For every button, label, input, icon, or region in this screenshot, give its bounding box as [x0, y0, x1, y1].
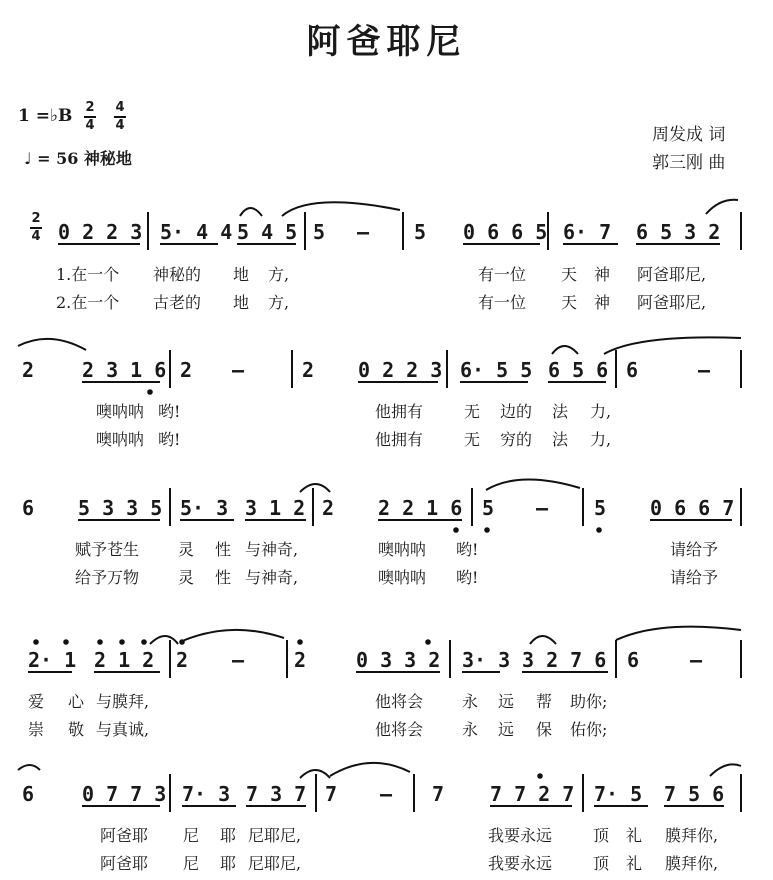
tie — [180, 630, 284, 642]
note-group: – — [536, 496, 549, 520]
lyric: 力, — [590, 430, 612, 449]
lyric: 阿爸耶 — [100, 854, 149, 873]
lyric: 神秘的 — [153, 265, 202, 284]
note-group: 5· 4 4 — [160, 220, 233, 244]
tie — [710, 764, 741, 776]
note-group: 6· 7 — [563, 220, 612, 244]
lyric: 我要永远 — [488, 854, 553, 873]
tie — [282, 202, 400, 216]
note-group: 0 6 6 5 — [463, 220, 548, 244]
lyric: 礼 — [626, 854, 643, 873]
note-group: 0 7 7 3 — [82, 782, 167, 806]
tie — [18, 765, 40, 770]
note-group: 3 2 7 6 — [522, 648, 607, 672]
lyric: 永 — [462, 692, 479, 711]
lyric: 哟! — [158, 402, 181, 421]
lyric: 顶 — [593, 854, 610, 873]
lyric: 有一位 — [478, 265, 527, 284]
note-group: – — [698, 358, 711, 382]
lyric: 尼耶尼, — [248, 826, 302, 845]
lyric: 穷的 — [500, 430, 533, 449]
note-group: 7 7 2 7 — [490, 782, 575, 806]
tie — [486, 479, 580, 490]
inline-time-signature: 2 4 — [31, 211, 41, 244]
octave-dot — [538, 774, 542, 778]
octave-dot — [148, 390, 152, 394]
lyric: 古老的 — [153, 293, 202, 312]
lyric: 请给予 — [670, 568, 719, 587]
tie — [706, 200, 738, 214]
lyric: 顶 — [593, 826, 610, 845]
tie — [616, 627, 741, 640]
lyric: 佑你; — [570, 720, 608, 739]
note-group: 7· 3 — [182, 782, 231, 806]
tie — [240, 208, 262, 216]
lyric: 地 — [233, 293, 250, 312]
tie — [150, 636, 178, 644]
lyric: 无 — [464, 430, 481, 449]
note-group: – — [232, 358, 245, 382]
time-signature-2-4: 2 4 — [85, 100, 95, 133]
note-group: 3 1 2 — [245, 496, 306, 520]
lyric: 尼 — [183, 826, 200, 845]
note-group: – — [357, 220, 370, 244]
lyric: 赋予苍生 — [75, 540, 140, 559]
lyric: 性 — [215, 540, 232, 559]
lyric: 噢呐呐 — [378, 540, 427, 559]
song-title: 阿爸耶尼 — [306, 22, 467, 62]
note-group: 7 — [325, 782, 338, 806]
note-group: 6 — [626, 358, 639, 382]
tie — [18, 339, 86, 350]
note-group: 2 — [22, 358, 35, 382]
octave-dot — [485, 528, 489, 532]
note-group: 5· 3 — [180, 496, 229, 520]
note-group: 2· 1 — [28, 648, 77, 672]
lyric: 保 — [536, 720, 553, 739]
lyric: 请给予 — [670, 540, 719, 559]
lyric: 他将会 — [375, 720, 424, 739]
octave-dot — [98, 640, 102, 644]
lyric: 崇 — [28, 720, 45, 739]
note-group: 2 3 1 6 — [82, 358, 167, 382]
lyric: 尼 — [183, 854, 200, 873]
lyric: 神 — [594, 265, 611, 284]
lyric: 阿爸耶 — [100, 826, 149, 845]
note-group: 5 — [313, 220, 326, 244]
lyric: 灵 — [178, 540, 195, 559]
lyric: 助你; — [570, 692, 608, 711]
lyric: 性 — [215, 568, 232, 587]
lyric: 耶 — [220, 826, 237, 845]
lyric: 法 — [552, 402, 569, 421]
note-group: – — [380, 782, 393, 806]
note-group: 0 2 2 3 — [58, 220, 143, 244]
lyric: 礼 — [626, 826, 643, 845]
note-group: 2 2 1 6 — [378, 496, 463, 520]
octave-dot — [597, 528, 601, 532]
lyric: 天 — [561, 293, 578, 312]
lyric: 他将会 — [375, 692, 424, 711]
lyric: 力, — [590, 402, 612, 421]
lyric: 帮 — [536, 692, 553, 711]
note-group: 2 — [294, 648, 307, 672]
octave-dot — [180, 640, 184, 644]
note-group: 2 — [180, 358, 193, 382]
lyric: 与膜拜, — [96, 692, 150, 711]
note-group: 2 — [302, 358, 315, 382]
lyric: 方, — [268, 293, 290, 312]
lyric: 噢呐呐 — [96, 402, 145, 421]
composer-credit: 郭三刚 曲 — [652, 153, 726, 173]
lyric: 哟! — [456, 540, 479, 559]
octave-dot — [120, 640, 124, 644]
lyric: 阿爸耶尼, — [637, 293, 707, 312]
note-group: 7 5 6 — [664, 782, 725, 806]
note-group: 7 3 7 — [246, 782, 307, 806]
note-group: – — [232, 648, 245, 672]
octave-dot — [298, 640, 302, 644]
lyric: 地 — [233, 265, 250, 284]
lyric: 他拥有 — [375, 402, 424, 421]
note-group: 5 — [414, 220, 427, 244]
octave-dot — [64, 640, 68, 644]
octave-dot — [34, 640, 38, 644]
note-group: 7 — [432, 782, 445, 806]
lyric: 无 — [464, 402, 481, 421]
tie — [530, 636, 556, 644]
lyric: 耶 — [220, 854, 237, 873]
note-group: 5 — [594, 496, 607, 520]
note-group: 6 — [627, 648, 640, 672]
lyric: 与神奇, — [245, 540, 299, 559]
note-group: 2 — [176, 648, 189, 672]
note-group: – — [690, 648, 703, 672]
key-signature: 1 =♭B — [18, 106, 73, 126]
octave-dot — [454, 528, 458, 532]
octave-dot — [142, 640, 146, 644]
lyric: 神 — [594, 293, 611, 312]
note-group: 5 4 5 — [237, 220, 298, 244]
note-group: 2 1 2 — [94, 648, 155, 672]
lyric: 噢呐呐 — [96, 430, 145, 449]
lyric: 有一位 — [478, 293, 527, 312]
lyric: 哟! — [158, 430, 181, 449]
note-group: 6 5 3 2 — [636, 220, 721, 244]
lyric: 边的 — [500, 402, 533, 421]
lyric: 哟! — [456, 568, 479, 587]
lyric: 阿爸耶尼, — [637, 265, 707, 284]
lyric: 与真诚, — [96, 720, 150, 739]
tie — [552, 346, 578, 354]
note-group: 0 3 3 2 — [356, 648, 441, 672]
lyric: 2.在一个 — [56, 293, 120, 312]
lyric: 尼耶尼, — [248, 854, 302, 873]
note-group: 6 — [22, 496, 35, 520]
lyric: 心 — [68, 692, 85, 711]
lyric: 给予万物 — [75, 568, 140, 587]
lyric: 远 — [498, 692, 515, 711]
note-group: 3· 3 — [462, 648, 511, 672]
note-group: 0 2 2 3 — [358, 358, 443, 382]
tie — [300, 484, 330, 492]
lyricist-credit: 周发成 词 — [652, 125, 726, 145]
lyric: 敬 — [68, 720, 85, 739]
lyric: 灵 — [178, 568, 195, 587]
note-group: 6 5 6 — [548, 358, 609, 382]
note-group: 6 — [22, 782, 35, 806]
lyric: 法 — [552, 430, 569, 449]
time-signature-4-4: 4 4 — [115, 100, 125, 133]
lyric: 远 — [498, 720, 515, 739]
note-group: 5 3 3 5 — [78, 496, 163, 520]
lyric: 天 — [561, 265, 578, 284]
note-group: 5 — [482, 496, 495, 520]
lyric: 永 — [462, 720, 479, 739]
lyric: 与神奇, — [245, 568, 299, 587]
lyric: 膜拜你, — [665, 854, 719, 873]
note-group: 7· 5 — [594, 782, 643, 806]
lyric: 我要永远 — [488, 826, 553, 845]
lyric: 他拥有 — [375, 430, 424, 449]
note-group: 6· 5 5 — [460, 358, 533, 382]
tempo-marking: ♩ = 56 神秘地 — [24, 149, 132, 168]
note-group: 0 6 6 7 — [650, 496, 735, 520]
tie — [604, 337, 741, 354]
lyric: 方, — [268, 265, 290, 284]
note-group: 2 — [322, 496, 335, 520]
lyric: 膜拜你, — [665, 826, 719, 845]
tie — [330, 763, 410, 776]
octave-dot — [426, 640, 430, 644]
lyric: 爱 — [28, 692, 45, 711]
lyric: 噢呐呐 — [378, 568, 427, 587]
lyric: 1.在一个 — [56, 265, 120, 284]
